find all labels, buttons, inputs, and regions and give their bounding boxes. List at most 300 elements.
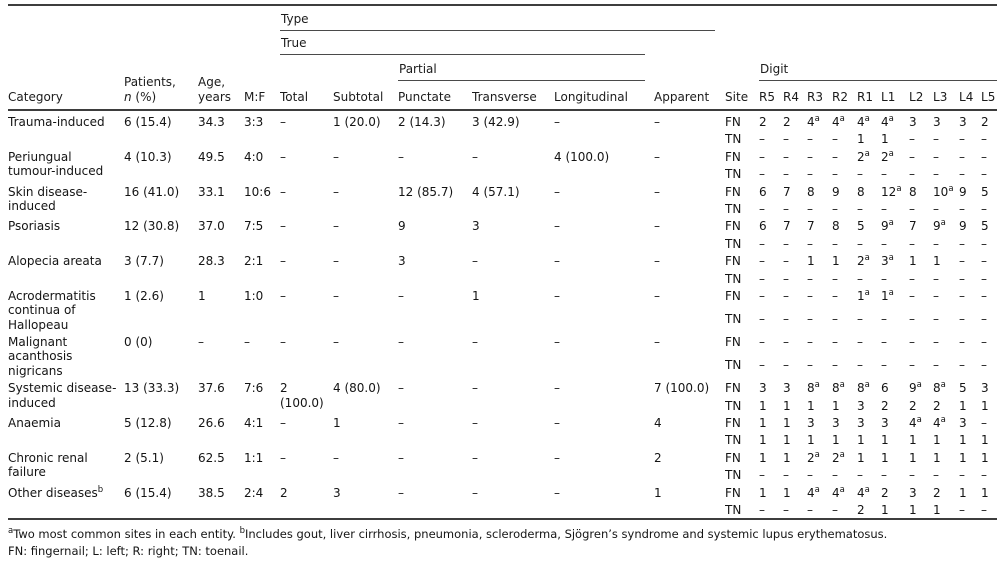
site-cell: FN: [725, 450, 741, 465]
digit-cell: –: [909, 335, 916, 350]
site-cell: TN: [725, 132, 742, 147]
digit-cell: –: [933, 236, 940, 251]
digit-cell: 1: [933, 254, 941, 269]
digit-cell: –: [959, 132, 966, 147]
digit-cell: –: [832, 502, 839, 517]
patients-cell: 4 (10.3): [124, 149, 172, 164]
digit-cell: –: [807, 167, 814, 182]
digit-cell: 1: [783, 433, 791, 448]
digit-cell: 8$^a$: [832, 380, 845, 396]
punctate-cell: –: [398, 335, 404, 350]
table-row-fn: [8, 183, 997, 200]
digit-cell: 7: [783, 219, 791, 234]
digit-cell: –: [857, 468, 864, 483]
digit-cell: 1: [759, 433, 767, 448]
digit-cell: 2$^a$: [807, 449, 820, 465]
total-cell: –: [280, 110, 333, 148]
digit-cell: 10$^a$: [933, 183, 954, 199]
punctate-cell: –: [398, 450, 404, 465]
table-row-fn: [8, 414, 997, 431]
digit-cell: –: [959, 468, 966, 483]
digit-cell: 2$^a$: [881, 148, 894, 164]
digit-cell: –: [933, 335, 940, 350]
category-cell: Systemic disease-induced: [8, 381, 117, 410]
col-header-longitudinal: Longitudinal: [554, 89, 628, 104]
table-row-fn: [8, 379, 997, 396]
subtotal-cell: –: [333, 335, 339, 350]
digit-cell: 12$^a$: [881, 183, 902, 199]
digit-cell: –: [909, 271, 916, 286]
digit-cell: 1: [981, 398, 989, 413]
digit-cell: –: [881, 167, 888, 182]
digit-cell: –: [857, 201, 864, 216]
digit-cell: 1: [759, 416, 767, 431]
total-cell: –: [280, 335, 286, 350]
longitudinal-cell: –: [554, 416, 560, 431]
digit-cell: 2: [933, 485, 941, 500]
digit-cell: –: [832, 468, 839, 483]
digit-cell: –: [981, 254, 988, 269]
digit-cell: 4$^a$: [857, 110, 881, 130]
digit-cell: –: [933, 201, 940, 216]
col-header-age: [198, 5, 244, 110]
digit-cell: –: [759, 254, 766, 269]
digit-cell: –: [783, 468, 790, 483]
transverse-cell: 1: [472, 288, 480, 303]
footnote-sites: $^a$Two most common sites in each entity. $^b$Includes gout, liver cirrhosis, pneumonia, scleroderma, Sjögren’s syndrome and systemic lupus erythematosus.: [8, 526, 888, 542]
site-cell: TN: [725, 502, 742, 517]
table-row-fn: [8, 484, 997, 501]
patients-cell: 16 (41.0): [124, 184, 180, 199]
longitudinal-cell: –: [554, 184, 560, 199]
digit-cell: –: [759, 468, 766, 483]
category-cell: Malignant acanthosis nigricans: [8, 335, 73, 378]
true-group-underline: [280, 36, 645, 55]
digit-cell: –: [759, 288, 766, 303]
digit-cell: –: [807, 311, 814, 326]
digit-cell: –: [759, 167, 766, 182]
digit-cell: 6: [759, 219, 767, 234]
digit-cell: 6: [759, 184, 767, 199]
digit-cell: –: [783, 236, 790, 251]
digit-cell: 3: [857, 398, 865, 413]
longitudinal-cell: –: [554, 219, 560, 234]
digit-cell: –: [807, 468, 814, 483]
col-group-digit: [759, 55, 997, 81]
digit-cell: –: [959, 358, 966, 373]
digit-cell: –: [959, 502, 966, 517]
longitudinal-cell: –: [554, 485, 560, 500]
digit-group-label: Digit: [760, 61, 789, 76]
digit-cell: –: [909, 288, 916, 303]
digit-cell: 2: [857, 502, 865, 517]
col-group-true: [280, 31, 654, 55]
header-group-row-type: [8, 5, 997, 31]
total-cell: –: [280, 219, 286, 234]
digit-cell: 2: [933, 398, 941, 413]
transverse-cell: –: [472, 485, 478, 500]
digit-cell: 1: [832, 433, 840, 448]
col-header-total: Total: [280, 89, 309, 104]
digit-cell: 9$^a$: [881, 218, 894, 234]
table-body: [8, 110, 997, 519]
punctate-cell: 12 (85.7): [398, 184, 454, 199]
transverse-cell: –: [472, 416, 478, 431]
digit-cell: –: [832, 288, 839, 303]
digit-cell: –: [857, 335, 864, 350]
subtotal-cell: –: [333, 288, 339, 303]
digit-cell: –: [981, 201, 988, 216]
mf-cell: 10:6: [244, 184, 271, 199]
digit-cell: –: [933, 311, 940, 326]
digit-cell: 4$^a$: [881, 110, 909, 130]
total-cell: –: [280, 254, 286, 269]
digit-cell: 1: [909, 254, 917, 269]
digit-cell: 4$^a$: [807, 110, 832, 130]
digit-cell: 9: [959, 219, 967, 234]
digit-cell: –: [783, 311, 790, 326]
age-cell: 34.3: [198, 110, 244, 148]
digit-cell: 8$^a$: [807, 380, 820, 396]
col-group-partial: [398, 55, 654, 81]
category-cell: Periungual tumour-induced: [8, 149, 104, 179]
digit-cell: 4$^a$: [909, 415, 922, 431]
footnote-abbreviations: FN: fingernail; L: left; R: right; TN: toenail.: [8, 544, 249, 559]
age-cell: 38.5: [198, 485, 225, 500]
digit-cell: 1: [759, 398, 767, 413]
digit-cell: –: [959, 271, 966, 286]
apparent-cell: –: [654, 149, 660, 164]
punctate-cell: 3: [398, 254, 406, 269]
digit-cell: –: [959, 167, 966, 182]
transverse-cell: –: [472, 149, 478, 164]
digit-cell: –: [981, 502, 988, 517]
col-header-subtotal: Subtotal: [333, 89, 384, 104]
site-cell: FN: [725, 335, 741, 350]
col-header-patients: [124, 5, 198, 110]
type-group-underline: [280, 12, 715, 31]
punctate-cell: –: [398, 288, 404, 303]
site-cell: FN: [725, 110, 759, 130]
digit-cell: –: [857, 271, 864, 286]
header-spacer: [280, 55, 398, 81]
digit-cell: 1: [959, 433, 967, 448]
digit-cell: 7: [783, 184, 791, 199]
punctate-cell: 9: [398, 219, 406, 234]
digit-cell: 3: [857, 416, 865, 431]
digit-cell: –: [881, 311, 888, 326]
digit-cell: –: [981, 236, 988, 251]
category-cell: Anaemia: [8, 416, 61, 431]
digit-cell: –: [759, 358, 766, 373]
digit-cell: 1: [909, 433, 917, 448]
subtotal-cell: 4 (80.0): [333, 381, 381, 396]
digit-cell: 1: [783, 485, 791, 500]
transverse-cell: –: [472, 254, 478, 269]
digit-cell: 2: [759, 110, 783, 130]
digit-cell: –: [909, 311, 916, 326]
header-spacer: [654, 55, 725, 81]
digit-cell: –: [759, 502, 766, 517]
digit-cell: 1$^a$: [857, 287, 870, 303]
digit-cell: 4$^a$: [807, 484, 820, 500]
longitudinal-cell: –: [554, 288, 560, 303]
digit-cell: 3: [807, 416, 815, 431]
digit-cell: –: [857, 167, 864, 182]
site-cell: TN: [725, 236, 742, 251]
patients-cell: 13 (33.3): [124, 381, 180, 396]
digit-cell: 2: [909, 398, 917, 413]
total-cell: –: [280, 450, 286, 465]
digit-cell: –: [933, 271, 940, 286]
table-footnotes: [8, 526, 997, 559]
true-group-label: True: [281, 35, 307, 50]
category-cell: Chronic renal failure: [8, 450, 88, 480]
digit-cell: –: [807, 132, 814, 147]
digit-cell: 1: [981, 485, 989, 500]
table-row-fn: [8, 449, 997, 466]
site-cell: TN: [725, 271, 742, 286]
digit-cell: 4$^a$: [832, 484, 845, 500]
digit-cell: –: [832, 311, 839, 326]
digit-cell: –: [981, 358, 988, 373]
digit-cell: –: [832, 358, 839, 373]
digit-cell: –: [909, 149, 916, 164]
subtotal-cell: –: [333, 219, 339, 234]
punctate-cell: –: [398, 381, 404, 396]
digit-cell: –: [981, 416, 988, 431]
digit-cell: –: [959, 335, 966, 350]
digit-cell: 1: [832, 254, 840, 269]
site-cell: TN: [725, 358, 742, 373]
site-cell: FN: [725, 485, 741, 500]
digit-cell: 2: [981, 110, 997, 130]
digit-cell: –: [783, 335, 790, 350]
table-row-fn: [8, 217, 997, 234]
digit-cell: –: [959, 288, 966, 303]
transverse-cell: –: [472, 335, 478, 350]
mf-cell: 4:0: [244, 149, 264, 164]
age-cell: 37.0: [198, 219, 225, 234]
category-cell: Skin disease-induced: [8, 184, 88, 213]
patients-cell: 0 (0): [124, 335, 153, 350]
digit-cell: –: [759, 335, 766, 350]
digit-cell: –: [807, 358, 814, 373]
apparent-cell: 7 (100.0): [654, 381, 710, 396]
punctate-cell: –: [398, 149, 404, 164]
digit-cell: –: [981, 335, 988, 350]
digit-cell: –: [881, 358, 888, 373]
age-cell: 28.3: [198, 254, 225, 269]
digit-cell: 4$^a$: [933, 415, 946, 431]
col-header-digit-l3: L3: [933, 89, 948, 104]
col-header-digit-r2: R2: [832, 89, 849, 104]
site-cell: TN: [725, 433, 742, 448]
digit-cell: 5: [981, 219, 989, 234]
col-header-digit-l4: L4: [959, 89, 974, 104]
digit-cell: –: [783, 254, 790, 269]
digit-cell: 1: [933, 433, 941, 448]
digit-cell: 1: [933, 502, 941, 517]
digit-cell: 1: [783, 416, 791, 431]
digit-cell: –: [933, 149, 940, 164]
digit-cell: –: [783, 288, 790, 303]
mf-cell: –: [244, 335, 250, 350]
site-cell: TN: [725, 311, 742, 326]
digit-cell: –: [959, 311, 966, 326]
col-group-type: [280, 5, 725, 31]
col-header-digit-l1: L1: [881, 89, 896, 104]
digit-cell: 7: [909, 219, 917, 234]
col-header-digit-r3: R3: [807, 89, 824, 104]
digit-cell: –: [981, 132, 988, 147]
digit-cell: 9$^a$: [909, 380, 922, 396]
transverse-cell: –: [472, 450, 478, 465]
digit-cell: 1: [881, 502, 889, 517]
total-cell: –: [280, 288, 286, 303]
digit-cell: –: [832, 335, 839, 350]
digit-cell: –: [783, 149, 790, 164]
total-cell: 2: [280, 485, 288, 500]
col-header-patients-line2: n (%): [124, 89, 157, 104]
digit-cell: 8$^a$: [857, 380, 870, 396]
digit-group-underline: [759, 62, 997, 81]
digit-cell: 4$^a$: [857, 484, 870, 500]
digit-cell: 1: [759, 450, 767, 465]
total-cell: –: [280, 149, 286, 164]
digit-cell: 3: [909, 110, 933, 130]
digit-cell: 3: [759, 381, 767, 396]
mf-cell: 7:6: [244, 381, 264, 396]
digit-cell: –: [807, 149, 814, 164]
mf-cell: 4:1: [244, 416, 264, 431]
digit-cell: 1: [881, 450, 889, 465]
digit-cell: –: [959, 236, 966, 251]
subtotal-cell: 1 (20.0): [333, 110, 398, 148]
digit-cell: –: [783, 132, 790, 147]
digit-cell: 1: [909, 450, 917, 465]
site-cell: TN: [725, 201, 742, 216]
site-cell: FN: [725, 219, 741, 234]
digit-cell: –: [857, 236, 864, 251]
mf-cell: 1:0: [244, 288, 264, 303]
transverse-cell: 3 (42.9): [472, 110, 554, 148]
digit-cell: –: [832, 236, 839, 251]
table-row-fn: [8, 110, 997, 130]
digit-cell: –: [981, 468, 988, 483]
punctate-cell: –: [398, 485, 404, 500]
digit-cell: 1: [857, 450, 865, 465]
digit-cell: 1: [783, 450, 791, 465]
digit-cell: –: [933, 167, 940, 182]
digit-cell: 8: [909, 184, 917, 199]
digit-cell: 3: [959, 416, 967, 431]
category-cell: Other diseases$^b$: [8, 484, 104, 500]
digit-cell: 3: [909, 485, 917, 500]
digit-cell: 5: [857, 219, 865, 234]
age-cell: 26.6: [198, 416, 225, 431]
subtotal-cell: 3: [333, 485, 341, 500]
digit-cell: 9: [959, 184, 967, 199]
digit-cell: 2$^a$: [857, 253, 870, 269]
category-cell: Trauma-induced: [8, 110, 124, 148]
total-cell: 2 (100.0): [280, 381, 324, 410]
age-cell: 49.5: [198, 149, 225, 164]
digit-cell: –: [981, 288, 988, 303]
transverse-cell: 3: [472, 219, 480, 234]
digit-cell: –: [933, 132, 940, 147]
col-header-digit-r5: R5: [759, 89, 776, 104]
digit-cell: –: [832, 149, 839, 164]
digit-cell: 1: [857, 132, 865, 147]
category-cell: Psoriasis: [8, 219, 61, 234]
digit-cell: 2: [881, 485, 889, 500]
site-cell: FN: [725, 416, 741, 431]
age-cell: 33.1: [198, 184, 225, 199]
digit-cell: –: [783, 167, 790, 182]
digit-cell: –: [759, 311, 766, 326]
digit-cell: –: [881, 271, 888, 286]
total-cell: –: [280, 416, 286, 431]
digit-cell: 7: [807, 219, 815, 234]
mf-cell: 2:1: [244, 254, 264, 269]
digit-cell: 2: [783, 110, 807, 130]
aetiology-table: [8, 4, 997, 520]
digit-cell: 1: [807, 254, 815, 269]
digit-cell: 3: [783, 381, 791, 396]
patients-cell: 3 (7.7): [124, 254, 164, 269]
mf-cell: 7:5: [244, 219, 264, 234]
digit-cell: –: [832, 201, 839, 216]
col-header-digit-l5: L5: [981, 89, 996, 104]
type-group-label: Type: [281, 11, 309, 26]
partial-group-underline: [398, 62, 645, 81]
digit-cell: –: [832, 271, 839, 286]
digit-cell: 8$^a$: [933, 380, 946, 396]
col-header-digit-l2: L2: [909, 89, 924, 104]
longitudinal-cell: 4 (100.0): [554, 149, 610, 164]
col-header-mf: M:F: [244, 89, 266, 104]
digit-cell: 1: [783, 398, 791, 413]
age-cell: –: [198, 335, 204, 350]
digit-cell: –: [759, 149, 766, 164]
apparent-cell: 2: [654, 450, 662, 465]
patients-cell: 6 (15.4): [124, 110, 198, 148]
digit-cell: –: [807, 335, 814, 350]
digit-cell: 5: [959, 381, 967, 396]
col-header-age-line1: Age,: [198, 75, 226, 90]
digit-cell: –: [881, 236, 888, 251]
transverse-cell: –: [472, 381, 478, 396]
header-spacer: [654, 31, 725, 55]
digit-cell: –: [881, 335, 888, 350]
mf-cell: 1:1: [244, 450, 264, 465]
punctate-cell: –: [398, 416, 404, 431]
digit-cell: 1: [909, 502, 917, 517]
digit-cell: –: [759, 201, 766, 216]
col-header-digit-r4: R4: [783, 89, 800, 104]
digit-cell: –: [933, 358, 940, 373]
digit-cell: –: [759, 132, 766, 147]
digit-cell: –: [909, 468, 916, 483]
digit-cell: 1: [807, 433, 815, 448]
digit-cell: –: [909, 358, 916, 373]
col-header-transverse: Transverse: [472, 89, 537, 104]
site-cell: FN: [725, 254, 741, 269]
transverse-cell: 4 (57.1): [472, 184, 520, 199]
age-cell: 37.6: [198, 381, 225, 396]
digit-cell: –: [981, 167, 988, 182]
